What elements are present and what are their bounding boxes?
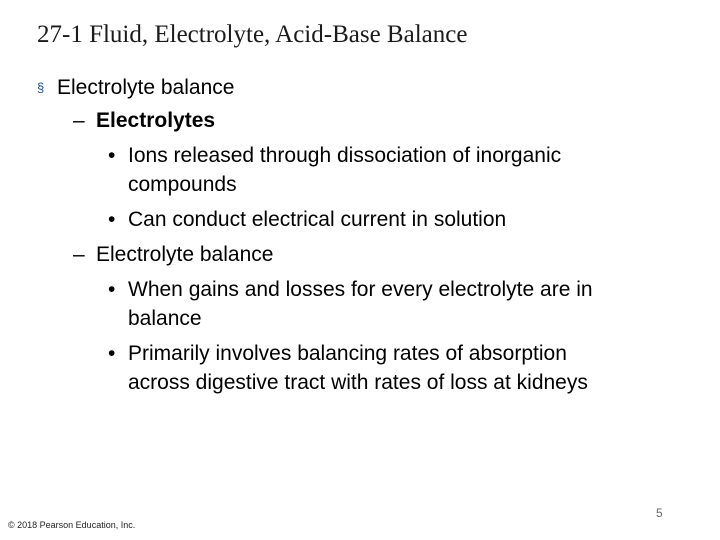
sub1-bullet2-icon: • (108, 208, 116, 231)
sub1-bullet1-icon: • (108, 144, 116, 167)
sub2-dash-icon: – (73, 243, 85, 266)
page-number: 5 (656, 506, 663, 520)
sub1-bullet1-line2: compounds (128, 173, 237, 196)
sub1-dash-icon: – (73, 109, 85, 132)
sub2-bullet2-icon: • (108, 342, 116, 365)
sub1-heading: Electrolytes (96, 109, 216, 132)
level1-text: Electrolyte balance (57, 76, 235, 99)
sub1-bullet1-line1: Ions released through dissociation of inorganic (128, 144, 562, 167)
sub2-bullet1-line2: balance (128, 307, 202, 330)
sub2-bullet1-icon: • (108, 278, 116, 301)
copyright-footer: © 2018 Pearson Education, Inc. (8, 520, 136, 530)
sub2-heading: Electrolyte balance (96, 243, 274, 266)
level1-bullet-icon: § (37, 80, 45, 95)
slide-title: 27-1 Fluid, Electrolyte, Acid-Base Balance (37, 21, 468, 48)
sub2-bullet2-line2: across digestive tract with rates of loss at kidneys (128, 371, 588, 394)
sub2-bullet2-line1: Primarily involves balancing rates of absorption (128, 342, 567, 365)
sub2-bullet1-line1: When gains and losses for every electrolyte are in (128, 278, 593, 301)
sub1-bullet2-line1: Can conduct electrical current in solution (128, 208, 507, 231)
